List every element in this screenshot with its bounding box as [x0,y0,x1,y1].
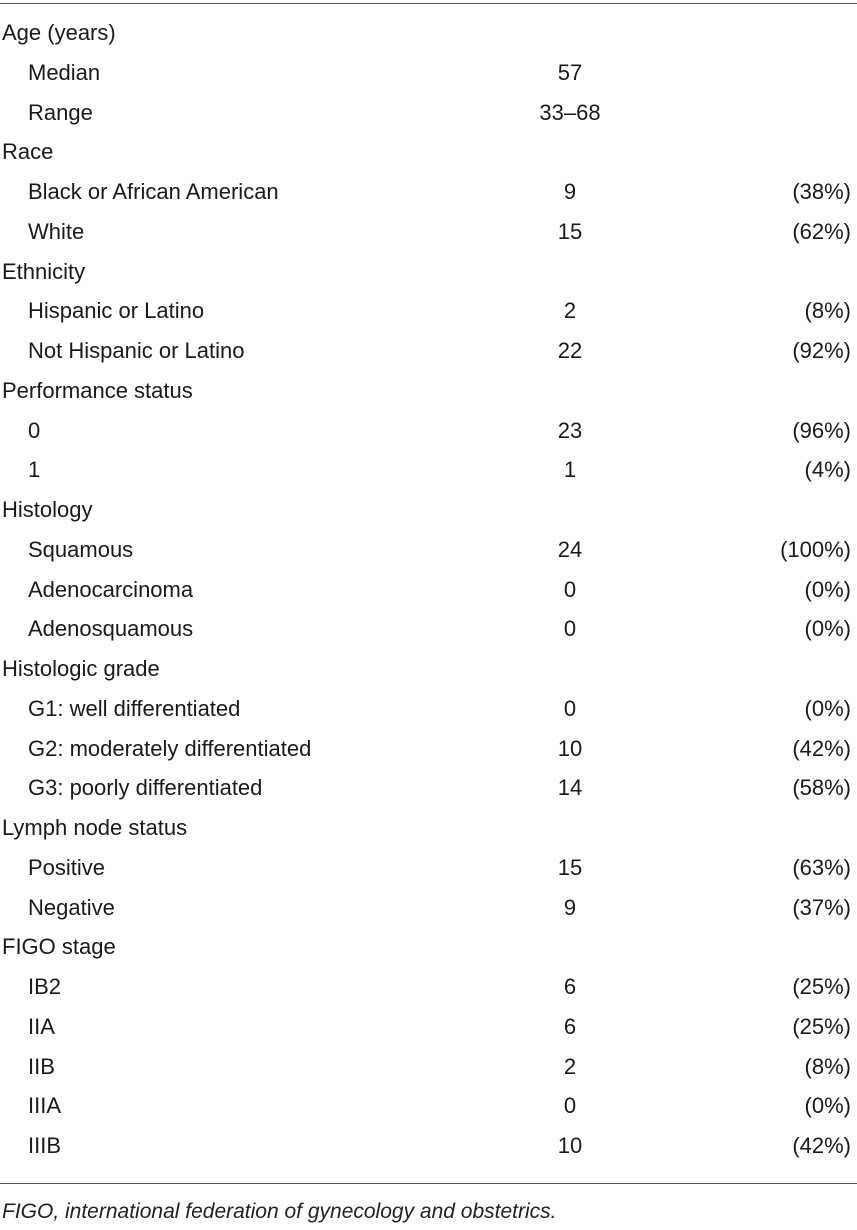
table-top-rule [0,3,857,4]
row-label: Negative [28,894,115,920]
row-count: 0 [563,616,577,642]
row-count: 15 [557,218,583,244]
row-percentage: (58%) [792,775,851,801]
table-bottom-rule [0,1183,857,1184]
row-count: 33–68 [539,99,601,125]
row-percentage: (42%) [792,735,851,761]
row-percentage: (0%) [804,576,851,602]
row-percentage: (96%) [792,417,851,443]
section-heading: Age (years) [2,20,116,45]
row-label: IB2 [28,974,62,999]
table-row [0,1126,857,1166]
row-label: IIA [28,1013,55,1039]
section-heading-row [0,132,857,172]
table-row [0,1086,857,1126]
table-row [0,291,857,331]
row-count: 2 [563,298,577,324]
row-label: G1: well differentiated [28,695,241,721]
row-percentage: (92%) [792,338,851,363]
table-row [0,768,857,808]
row-count: 0 [563,576,577,602]
row-count: 0 [563,1093,577,1119]
row-count: 2 [563,1053,577,1079]
row-percentage: (0%) [804,616,851,642]
row-label: Median [28,59,101,85]
row-count: 6 [563,1013,577,1039]
row-percentage: (62%) [792,218,851,244]
row-label: Not Hispanic or Latino [28,338,245,363]
section-heading: Histology [2,497,93,522]
table-row [0,570,857,610]
table-row [0,609,857,649]
section-heading-row [0,13,857,53]
row-percentage: (8%) [804,298,851,324]
section-heading: FIGO stage [2,934,116,960]
row-count: 1 [563,457,577,483]
section-heading: Ethnicity [2,258,86,284]
row-label: IIIB [28,1133,62,1158]
row-label: 1 [28,457,41,483]
row-label: Adenosquamous [28,616,194,642]
table-row [0,212,857,252]
table-row [0,967,857,1007]
table-footnote: FIGO, international federation of gynecology and obstetrics. [2,1200,557,1223]
table-row [0,93,857,133]
row-label: Hispanic or Latino [28,298,205,324]
section-heading-row [0,252,857,292]
row-percentage: (0%) [804,1093,851,1119]
row-percentage: (25%) [792,974,851,999]
row-count: 6 [563,974,577,999]
row-count: 0 [563,695,577,721]
table-row [0,689,857,729]
table-row [0,411,857,451]
row-label: G2: moderately differentiated [28,735,312,761]
row-label: IIIA [28,1093,62,1119]
table-row [0,848,857,888]
table-row [0,1007,857,1047]
section-heading-row [0,649,857,689]
row-percentage: (100%) [780,536,851,562]
row-count: 14 [557,775,583,801]
row-percentage: (8%) [804,1053,851,1079]
table-row [0,530,857,570]
table-row [0,450,857,490]
section-heading: Performance status [2,377,193,403]
row-count: 10 [557,735,583,761]
section-heading: Race [2,139,54,165]
row-label: White [28,218,85,244]
row-label: IIB [28,1053,55,1079]
row-count: 9 [563,894,577,920]
row-count: 24 [557,536,583,562]
row-count: 15 [557,854,583,880]
row-count: 10 [557,1133,583,1158]
section-heading: Histologic grade [2,656,160,681]
table-row [0,331,857,371]
row-count: 23 [557,417,583,443]
table-row [0,172,857,212]
row-count: 22 [557,338,583,363]
row-percentage: (63%) [792,854,851,880]
row-label: Black or African American [28,179,279,204]
row-label: 0 [28,417,41,443]
table-row [0,888,857,928]
row-label: Adenocarcinoma [28,576,194,602]
section-heading-row [0,808,857,848]
row-label: Positive [28,854,106,880]
section-heading-row [0,490,857,530]
table-row [0,729,857,769]
row-label: Range [28,99,93,125]
row-percentage: (4%) [804,457,851,483]
row-percentage: (0%) [804,695,851,721]
row-percentage: (25%) [792,1013,851,1039]
row-percentage: (38%) [792,179,851,204]
characteristics-table [0,13,857,1166]
row-label: Squamous [28,536,134,562]
section-heading-row [0,927,857,967]
row-percentage: (42%) [792,1133,851,1158]
row-count: 9 [563,179,577,204]
row-count: 57 [557,59,583,85]
section-heading-row [0,371,857,411]
section-heading: Lymph node status [2,815,188,840]
row-label: G3: poorly differentiated [28,775,263,801]
table-row [0,53,857,93]
table-row [0,1047,857,1087]
row-percentage: (37%) [792,894,851,920]
